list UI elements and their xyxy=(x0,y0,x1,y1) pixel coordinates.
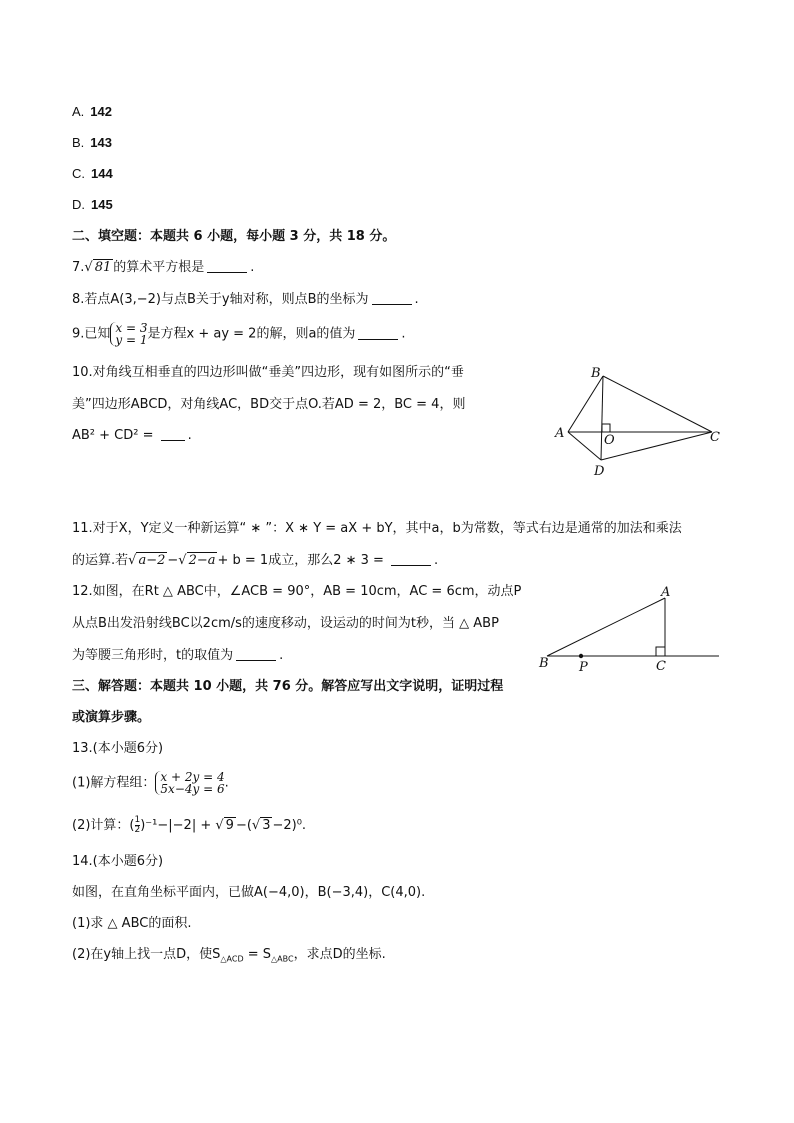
label-a: A xyxy=(661,585,671,600)
question-14-line-1: 如图，在直角坐标平面内，已做A(−4,0)，B(−3,4)，C(4,0). xyxy=(72,885,426,900)
label-c: C xyxy=(710,430,720,445)
question-10-line-1: 10.对角线互相垂直的四边形叫做“垂美”四边形，现有如图所示的“垂 xyxy=(72,365,464,380)
label-b: B xyxy=(539,656,549,671)
question-10-line-3: AB² + CD² = . xyxy=(72,428,192,443)
question-7: 7.√ 81 的算术平方根是 . xyxy=(72,260,255,275)
question-14-part-1: (1)求 △ ABC的面积. xyxy=(72,916,192,931)
question-12-line-2: 从点B出发沿射线BC以2cm/s的速度移动，设运动的时间为t秒，当 △ ABP xyxy=(72,616,499,631)
question-13-title: 13.(本小题6分) xyxy=(72,741,164,756)
label-c: C xyxy=(656,659,666,674)
section-3-header-cont: 或演算步骤。 xyxy=(72,710,151,725)
section-2-header: 二、填空题：本题共 6 小题，每小题 3 分，共 18 分。 xyxy=(72,229,396,244)
option-a: A. 142 xyxy=(72,104,112,119)
option-b: B. 143 xyxy=(72,135,112,150)
segment-cd xyxy=(601,432,712,460)
question-12-line-1: 12.如图，在Rt △ ABC中，∠ACB = 90°，AB = 10cm，AC = 6cm，动点P xyxy=(72,584,522,599)
answer-blank xyxy=(391,552,431,566)
q9-equation-system: x = 3 y = 1 xyxy=(110,322,147,346)
option-d: D. 145 xyxy=(72,197,113,212)
answer-blank xyxy=(372,291,412,305)
label-a: A xyxy=(555,426,565,441)
right-angle-mark xyxy=(656,647,665,656)
option-b-value: 143 xyxy=(90,135,112,150)
point-p xyxy=(579,654,583,658)
label-d: D xyxy=(594,464,605,479)
segment-ab xyxy=(547,598,665,656)
q12-triangle-figure xyxy=(535,580,725,675)
fraction-one-half: $\frac{1}{2}$ xyxy=(134,815,141,835)
question-14-title: 14.(本小题6分) xyxy=(72,854,164,869)
question-13-part-1: (1)解方程组： x + 2y = 4 5x−4y = 6. xyxy=(72,770,229,796)
question-12-line-3: 为等腰三角形时，t的取值为 . xyxy=(72,648,284,663)
label-o: O xyxy=(604,433,615,448)
diagonal-bd xyxy=(601,376,603,460)
option-c-value: 144 xyxy=(91,166,113,181)
question-10-line-2: 美”四边形ABCD，对角线AC，BD交于点O.若AD = 2，BC = 4，则 xyxy=(72,397,466,412)
question-13-part-2: (2)计算：( $\frac{1}{2})^{-1}-|-2|$ + √ 9 −(√ 3 −2)⁰. xyxy=(72,815,307,835)
q13-equation-system: x + 2y = 4 5x−4y = 6 xyxy=(155,771,224,795)
option-c: C. 144 xyxy=(72,166,113,181)
label-p: P xyxy=(579,660,588,675)
q10-quadrilateral-figure xyxy=(550,362,730,482)
answer-blank xyxy=(236,647,276,661)
q7-radicand: 81 xyxy=(94,260,112,275)
question-8: 8.若点A(3,−2)与点B关于y轴对称，则点B的坐标为 . xyxy=(72,292,419,307)
question-14-part-2: (2)在y轴上找一点D，使$S_{\triangle ACD} = S_{\triangle ABC}$，求点D的坐标. xyxy=(72,947,386,964)
answer-blank xyxy=(207,259,247,273)
section-3-header: 三、解答题：本题共 10 小题，共 76 分。解答应写出文字说明，证明过程 xyxy=(72,679,504,694)
question-11-line-2: 的运算.若√ a−2 −√ 2−a + b = 1成立，那么2 ∗ 3 = . xyxy=(72,553,439,568)
label-b: B xyxy=(591,366,601,381)
segment-da xyxy=(568,432,601,460)
question-9: 9.已知 x = 3 y = 1是方程x + ay = 2的解，则a的值为 . xyxy=(72,321,406,347)
segment-bc xyxy=(603,376,712,432)
right-angle-mark xyxy=(602,424,610,432)
question-11-line-1: 11.对于X，Y定义一种新运算“ ∗ ”：X ∗ Y = aX + bY，其中a，b为常数，等式右边是通常的加法和乘法 xyxy=(72,521,682,536)
option-a-value: 142 xyxy=(90,104,112,119)
option-d-value: 145 xyxy=(91,197,113,212)
answer-blank xyxy=(161,427,185,441)
segment-ab xyxy=(568,376,603,432)
answer-blank xyxy=(358,326,398,340)
